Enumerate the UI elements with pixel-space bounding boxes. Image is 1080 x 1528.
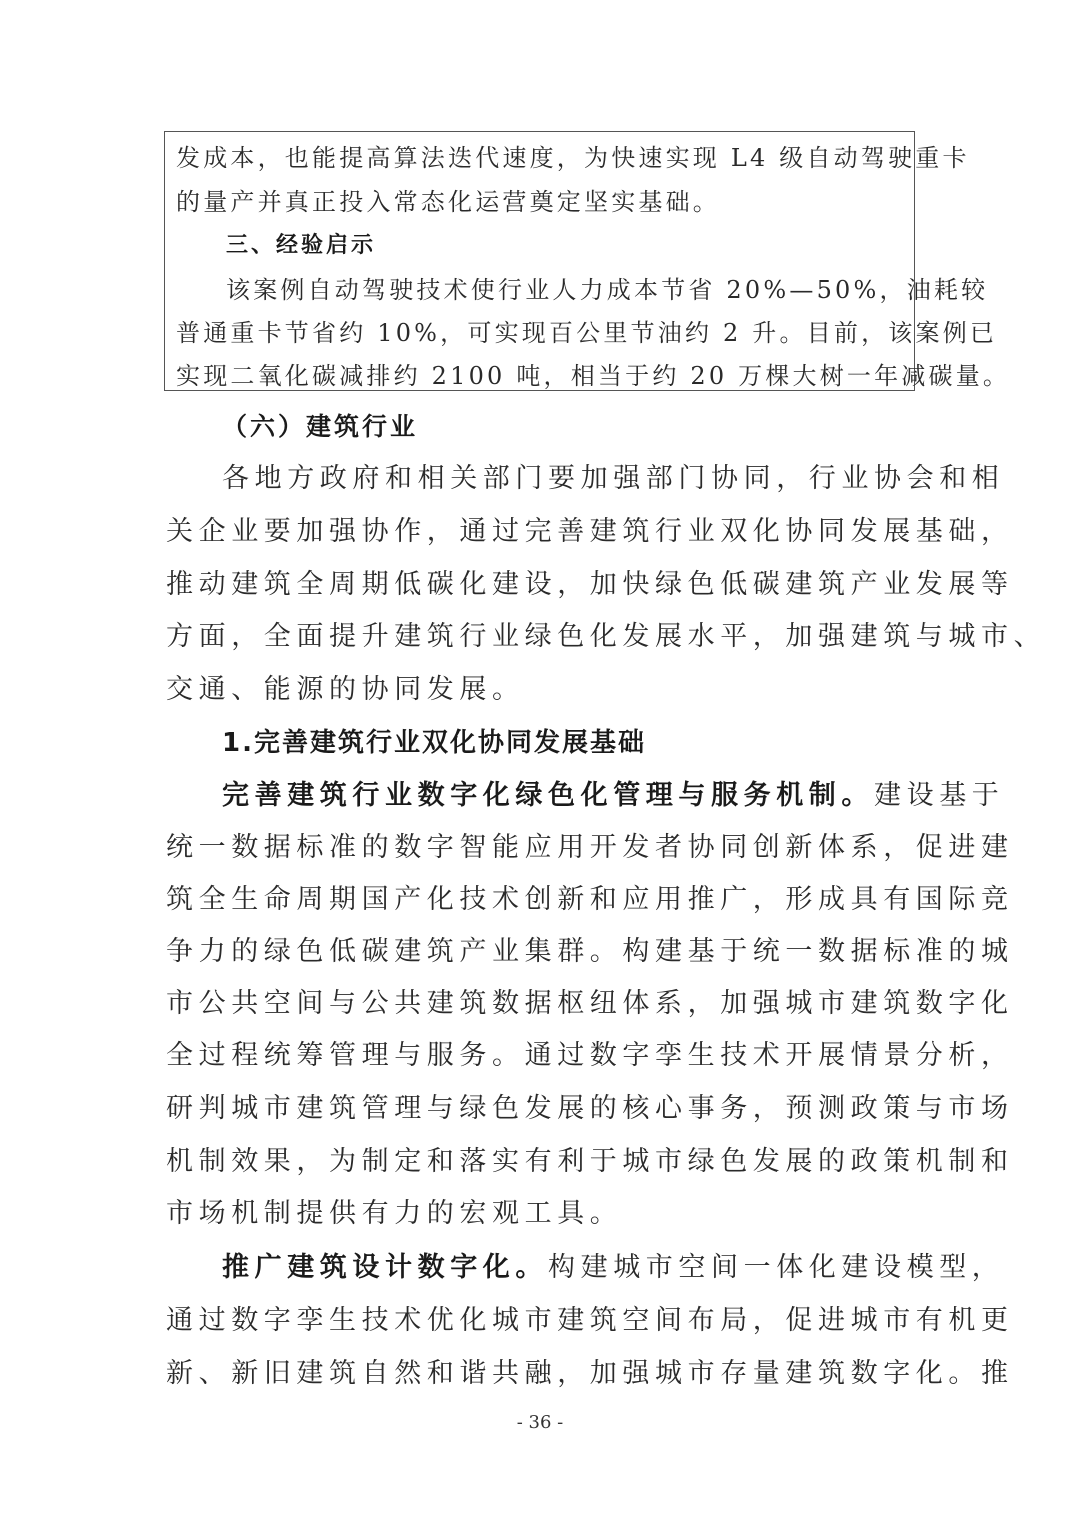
case-box-paragraph-line-3: 实现二氧化碳减排约 2100 吨，相当于约 20 万棵大树一年减碳量。: [176, 362, 1011, 390]
paragraph2-lead: 推广建筑设计数字化。: [222, 1252, 548, 1283]
case-box-line-1: 发成本，也能提高算法迭代速度，为快速实现 L4 级自动驾驶重卡: [176, 144, 970, 172]
intro-line-1: 各地方政府和相关部门要加强部门协同，行业协会和相: [222, 463, 1005, 494]
page-number: - 36 -: [516, 1412, 564, 1433]
paragraph1-line-8: 机制效果，为制定和落实有利于城市绿色发展的政策机制和: [166, 1146, 1014, 1177]
case-box-line-2: 的量产并真正投入常态化运营奠定坚实基础。: [176, 188, 720, 216]
paragraph2-first-line: [222, 1253, 1004, 1283]
intro-line-3: 推动建筑全周期低碳化建设，加快绿色低碳建筑产业发展等: [166, 569, 1014, 600]
case-box-paragraph-line-2: 普通重卡节省约 10%，可实现百公里节油约 2 升。目前，该案例已: [176, 319, 998, 347]
subsection-heading: 1.完善建筑行业双化协同发展基础: [222, 728, 646, 758]
intro-line-2: 关企业要加强协作，通过完善建筑行业双化协同发展基础，: [166, 516, 1014, 547]
paragraph1-lead: 完善建筑行业数字化绿色化管理与服务机制。: [222, 780, 874, 811]
paragraph2-first-line-rest: 构建城市空间一体化建设模型，: [548, 1252, 1005, 1283]
paragraph1-line-7: 研判城市建筑管理与绿色发展的核心事务，预测政策与市场: [166, 1093, 1014, 1124]
paragraph2-line-2: 通过数字孪生技术优化城市建筑空间布局，促进城市有机更: [166, 1305, 1014, 1336]
paragraph1-line-5: 市公共空间与公共建筑数据枢纽体系，加强城市建筑数字化: [166, 988, 1014, 1019]
paragraph1-line-4: 争力的绿色低碳建筑产业集群。构建基于统一数据标准的城: [166, 936, 1014, 967]
case-box-paragraph-line-1: 该案例自动驾驶技术使行业人力成本节省 20%—50%，油耗较: [226, 276, 989, 304]
intro-line-5: 交通、能源的协同发展。: [166, 674, 525, 705]
paragraph2-line-3: 新、新旧建筑自然和谐共融，加强城市存量建筑数字化。推: [166, 1358, 1014, 1389]
section-heading: （六）建筑行业: [222, 412, 419, 441]
paragraph1-line-9: 市场机制提供有力的宏观工具。: [166, 1198, 623, 1229]
paragraph1-first-line: [222, 781, 1004, 811]
paragraph1-first-line-rest: 建设基于: [874, 780, 1005, 811]
case-box-heading: 三、经验启示: [226, 233, 377, 258]
intro-line-4: 方面，全面提升建筑行业绿色化发展水平，加强建筑与城市、: [166, 621, 1047, 652]
paragraph1-line-3: 筑全生命周期国产化技术创新和应用推广，形成具有国际竞: [166, 884, 1014, 915]
paragraph1-line-6: 全过程统筹管理与服务。通过数字孪生技术开展情景分析，: [166, 1040, 1014, 1071]
paragraph1-line-2: 统一数据标准的数字智能应用开发者协同创新体系，促进建: [166, 832, 1014, 863]
